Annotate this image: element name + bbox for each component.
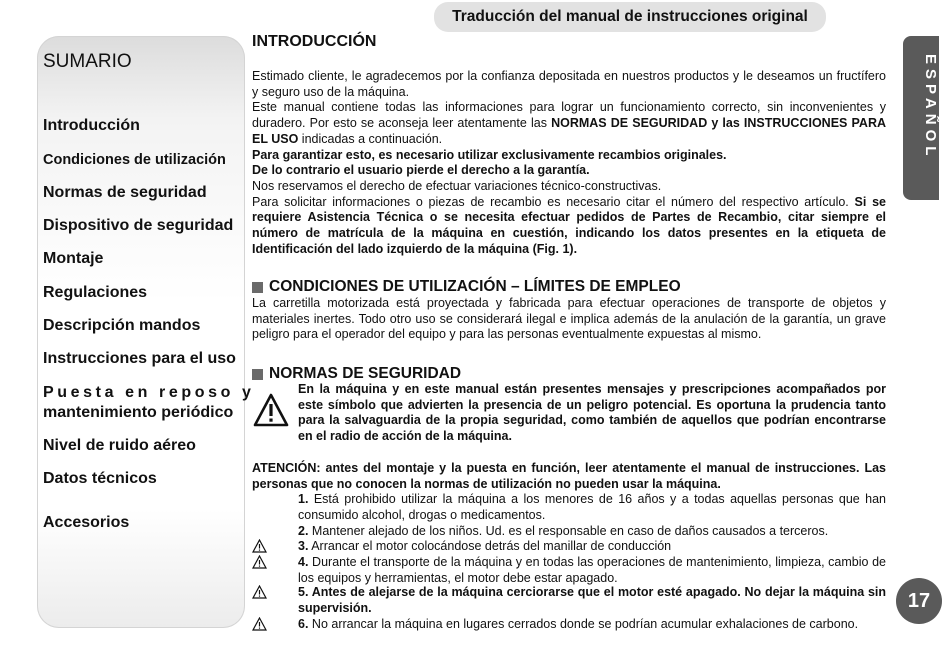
conditions-text: La carretilla motorizada está proyectada y fabricada para efectuar operaciones de transporte de objetos y materiales inertes. Todo otro uso se considerará ilegal e implica además de la anulación de la garantía, un grave peligro para el operador del equipo y para las personas eventualmente expuestas al mismo. — [252, 296, 886, 342]
item-number: 1. — [298, 492, 309, 506]
intro-p2 — [252, 100, 886, 147]
section-bullet-icon — [252, 282, 263, 293]
intro-p4: De lo contrario el usuario pierde el derecho a la garantía. — [252, 163, 590, 178]
intro-p6a: Para solicitar informaciones o piezas de recambio es necesario citar el número del respectivo artículo. — [252, 194, 855, 209]
item-text: Antes de alejarse de la máquina cerciorarse que el motor esté apagado. No dejar la máquina sin supervisión. — [298, 585, 886, 615]
toc-item-nivel-ruido[interactable]: Nivel de ruido aéreo — [43, 437, 196, 454]
language-label: ESPAÑOL — [922, 54, 939, 161]
toc-item-introduccion[interactable]: Introducción — [43, 117, 140, 134]
item-number: 2. — [298, 524, 309, 538]
safety-warning-text: En la máquina y en este manual están presentes mensajes y prescripciones acompañados por este símbolo que advierten la presencia de un peligro potencial. Es oportuna la prudencia tanto para la salvaguardia de la propia seguridad, como también de aquellos que podrían encontrarse en el radio de acción de la máquina. — [298, 382, 886, 444]
warning-triangle-icon — [253, 393, 289, 427]
intro-p6b: Si se requiere Asistencia Técnica o se necesita efectuar pedidos de Partes de Recambio, citar siempre el número de matrícula de la máquina en cuestión, indicando los datos presentes en la etiqueta de Identificación del lado izquierdo de la máquina (Fig. 1). — [252, 194, 886, 256]
warning-small-icon — [252, 555, 267, 569]
safety-item-6 — [298, 617, 886, 633]
intro-p2a: Este manual contiene todas las informaciones para lograr un funcionamiento correcto, sin inconvenientes y duradero. Por esto se aconseja leer atentamente las — [252, 100, 886, 131]
intro-p3: Para garantizar esto, es necesario utilizar exclusivamente recambios originales. — [252, 147, 727, 162]
intro-p5: Nos reservamos el derecho de efectuar variaciones técnico-constructivas. — [252, 178, 662, 193]
item-text: Mantener alejado de los niños. Ud. es el responsable en caso de daños causados a terceros. — [308, 524, 829, 538]
intro-heading: INTRODUCCIÓN — [252, 33, 377, 50]
conditions-heading — [252, 278, 681, 296]
safety-item-4 — [298, 555, 886, 586]
warning-small-icon — [252, 617, 267, 631]
item-text: Durante el transporte de la máquina y en todas las operaciones de mantenimiento, limpieza, cambio de los equipos y herramientas, el motor debe estar apagado. — [298, 555, 886, 585]
toc-item-descripcion[interactable]: Descripción mandos — [43, 317, 201, 334]
item-text: No arrancar la máquina en lugares cerrados donde se podrían acumular exhalaciones de carbono. — [308, 617, 859, 631]
language-tab — [903, 36, 939, 200]
safety-item-3 — [298, 539, 886, 555]
toc-item-dispositivo[interactable]: Dispositivo de seguridad — [43, 217, 234, 234]
intro-p2c: indicadas a continuación. — [298, 131, 443, 146]
intro-p6 — [252, 195, 886, 258]
warning-small-icon — [252, 585, 267, 599]
item-text: Arrancar el motor colocándose detrás del manillar de conducción — [308, 539, 672, 553]
toc-item-instrucciones[interactable]: Instrucciones para el uso — [43, 350, 236, 367]
item-number: 4. — [298, 555, 309, 569]
item-number: 3. — [298, 539, 309, 553]
toc-item-condiciones[interactable]: Condiciones de utilización — [43, 152, 226, 168]
safety-item-1 — [298, 492, 886, 523]
intro-p1: Estimado cliente, le agradecemos por la confianza depositada en nuestros productos y le deseamos un fructífero y seguro uso de la máquina. — [252, 69, 886, 99]
intro-p2b: NORMAS DE SEGURIDAD y las INSTRUCCIONES PARA EL USO — [252, 116, 886, 146]
warning-small-icon — [252, 539, 267, 553]
conditions-heading-text: CONDICIONES DE UTILIZACIÓN – LÍMITES DE EMPLEO — [269, 278, 681, 295]
item-number: 5. — [298, 585, 309, 599]
toc-item-accesorios[interactable]: Accesorios — [43, 514, 130, 531]
section-bullet-icon — [252, 369, 263, 380]
toc-item-puesta-en-reposo[interactable]: Puesta en reposo y — [43, 384, 255, 401]
page-number: 17 — [896, 578, 942, 624]
sidebar-title: SUMARIO — [43, 51, 132, 72]
manual-title: Traducción del manual de instrucciones original — [434, 2, 826, 32]
safety-heading-text: NORMAS DE SEGURIDAD — [269, 365, 462, 382]
toc-item-normas[interactable]: Normas de seguridad — [43, 184, 207, 201]
safety-heading — [252, 365, 461, 383]
toc-item-montaje[interactable]: Montaje — [43, 250, 104, 267]
toc-item-datos-tecnicos[interactable]: Datos técnicos — [43, 470, 157, 487]
toc-item-regulaciones[interactable]: Regulaciones — [43, 284, 148, 301]
safety-item-5 — [298, 585, 886, 616]
toc-item-mantenimiento[interactable]: mantenimiento periódico — [43, 404, 234, 421]
item-number: 6. — [298, 617, 309, 631]
attention-text: ATENCIÓN: antes del montaje y la puesta en función, leer atentamente el manual de instrucciones. Las personas que no conocen la normas de utilización no pueden usar la máquina. — [252, 461, 886, 491]
safety-item-2 — [298, 524, 886, 540]
item-text: Está prohibido utilizar la máquina a los menores de 16 años y a todas aquellas personas que han consumido alcohol, drogas o medicamentos. — [298, 492, 886, 522]
intro-body — [252, 69, 886, 257]
